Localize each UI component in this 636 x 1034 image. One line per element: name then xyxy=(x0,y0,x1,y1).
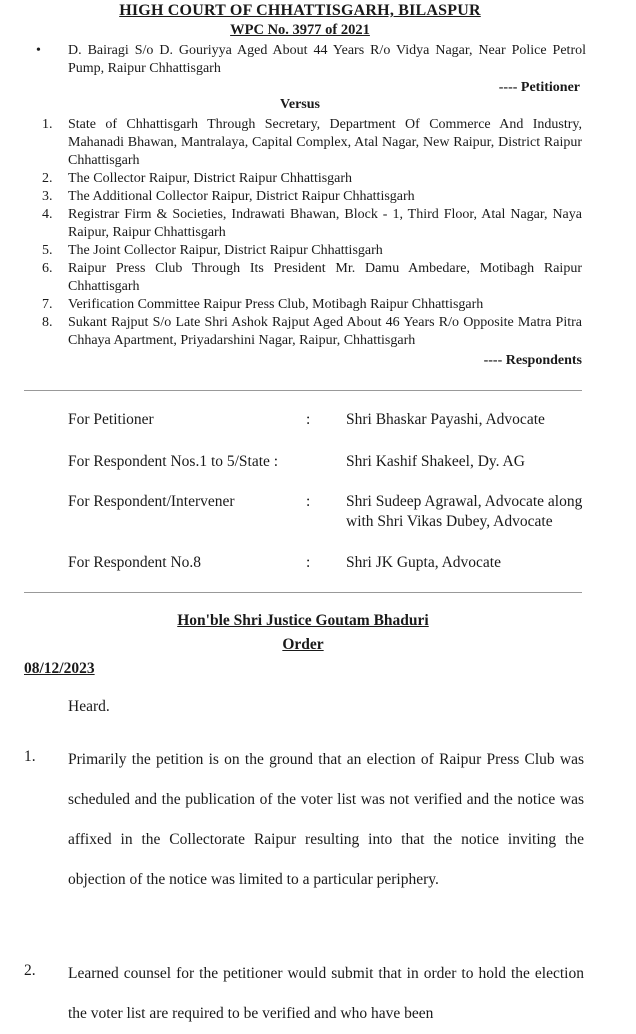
respondent-text: The Collector Raipur, District Raipur Chhattisgarh xyxy=(68,171,353,186)
respondent-number: 4. xyxy=(42,207,53,222)
paragraph-1 xyxy=(24,740,584,900)
counsel-advocate-respondent-8: Shri JK Gupta, Advocate xyxy=(346,554,501,571)
petitioner-text: D. Bairagi S/o D. Gouriyya Aged About 44 Years R/o Vidya Nagar, Near Police Petrol Pump, Raipur Chhattisgarh xyxy=(68,43,586,76)
counsel-party-intervener: For Respondent/Intervener xyxy=(68,493,235,510)
paragraph-number: 1. xyxy=(24,748,36,765)
paragraph-text: Learned counsel for the petitioner would submit that in order to hold the election the voter list are required to be verified and who have been xyxy=(68,965,584,1022)
counsel-party-petitioner: For Petitioner xyxy=(68,411,154,428)
judge-name: Hon'ble Shri Justice Goutam Bhaduri xyxy=(177,612,429,629)
counsel-advocate-intervener: Shri Sudeep Agrawal, Advocate along with Shri Vikas Dubey, Advocate xyxy=(346,493,583,530)
counsel-party-state: For Respondent Nos.1 to 5/State : xyxy=(68,453,279,470)
respondent-item xyxy=(36,170,582,188)
respondent-number: 1. xyxy=(42,117,53,132)
divider-bottom xyxy=(24,592,582,593)
respondent-number: 2. xyxy=(42,171,53,186)
paragraph-text: Primarily the petition is on the ground that an election of Raipur Press Club was scheduled and the publication of the voter list was not verified and the notice was affixed in the Collectorate Raipur resulting into that the notice inviting the objection of the notice was limited to a particular periphery. xyxy=(68,751,584,888)
respondent-number: 8. xyxy=(42,315,53,330)
respondent-text: Registrar Firm & Societies, Indrawati Bhawan, Block - 1, Third Floor, Atal Nagar, Naya Raipur, Raipur Chhattisgarh xyxy=(68,207,582,240)
order-heading: Order xyxy=(282,636,324,653)
respondents-label: ---- Respondents xyxy=(483,353,582,368)
order-date: 08/12/2023 xyxy=(24,660,95,677)
petitioner-label: ---- Petitioner xyxy=(498,80,580,95)
respondent-item xyxy=(36,314,582,350)
respondent-item xyxy=(36,260,582,296)
heard-text: Heard. xyxy=(68,698,110,715)
paragraph-2 xyxy=(24,954,584,1034)
court-title: HIGH COURT OF CHHATTISGARH, BILASPUR xyxy=(119,2,481,19)
petitioner-entry xyxy=(36,42,586,78)
counsel-colon: : xyxy=(306,554,311,571)
counsel-advocate-state: Shri Kashif Shakeel, Dy. AG xyxy=(346,453,525,470)
counsel-colon: : xyxy=(306,493,311,510)
respondent-item xyxy=(36,116,582,170)
counsel-colon: : xyxy=(306,411,311,428)
respondents-list xyxy=(36,116,582,350)
respondent-text: State of Chhattisgarh Through Secretary, Department Of Commerce And Industry, Mahanadi Bhawan, Mantralaya, Capital Complex, Atal Nagar, New Raipur, District Raipur Chhattisgarh xyxy=(68,117,582,168)
respondent-item xyxy=(36,242,582,260)
respondent-number: 6. xyxy=(42,261,53,276)
respondent-text: Sukant Rajput S/o Late Shri Ashok Rajput Aged About 46 Years R/o Opposite Matra Pitra Chhaya Apartment, Priyadarshini Nagar, Raipur, Chhattisgarh xyxy=(68,315,582,348)
respondent-text: Verification Committee Raipur Press Club, Motibagh Raipur Chhattisgarh xyxy=(68,297,484,312)
respondent-item xyxy=(36,188,582,206)
respondent-item xyxy=(36,206,582,242)
respondent-text: Raipur Press Club Through Its President Mr. Damu Ambedare, Motibagh Raipur Chhattisgarh xyxy=(68,261,582,294)
versus-heading: Versus xyxy=(280,97,320,112)
bullet-icon: • xyxy=(36,43,41,58)
paragraph-number: 2. xyxy=(24,962,36,979)
divider-top xyxy=(24,390,582,391)
respondent-number: 7. xyxy=(42,297,53,312)
respondent-text: The Joint Collector Raipur, District Raipur Chhattisgarh xyxy=(68,243,383,258)
case-number: WPC No. 3977 of 2021 xyxy=(230,22,370,38)
respondent-number: 5. xyxy=(42,243,53,258)
respondent-text: The Additional Collector Raipur, District Raipur Chhattisgarh xyxy=(68,189,415,204)
counsel-advocate-petitioner: Shri Bhaskar Payashi, Advocate xyxy=(346,411,545,428)
counsel-party-respondent-8: For Respondent No.8 xyxy=(68,554,202,571)
respondent-item xyxy=(36,296,582,314)
respondent-number: 3. xyxy=(42,189,53,204)
